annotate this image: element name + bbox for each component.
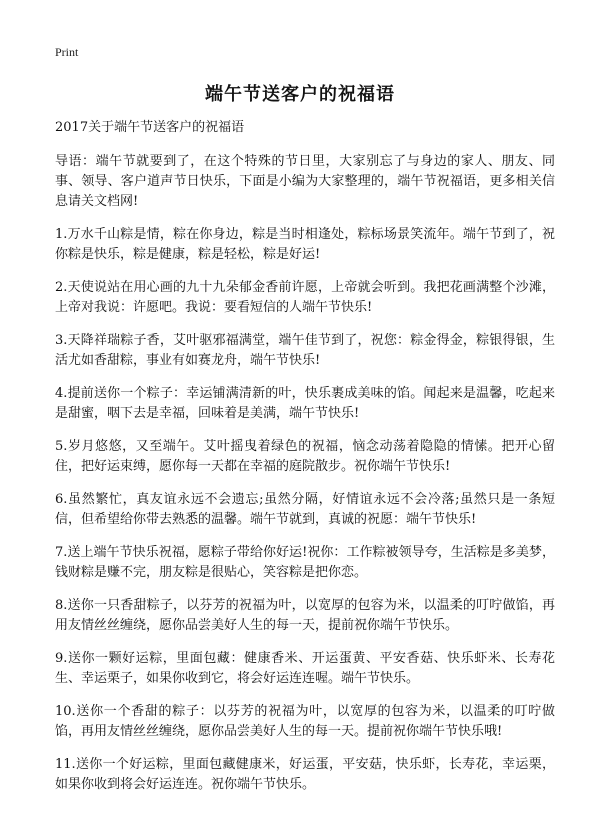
blessing-paragraph: 2.天使说站在用心画的九十九朵郁金香前许愿，上帝就会听到。我把花画满整个沙滩，上帝对我说：许愿吧。我说：要看短信的人端午节快乐! bbox=[55, 280, 555, 315]
document-subtitle: 2017关于端午节送客户的祝福语 bbox=[55, 120, 245, 135]
blessing-paragraph: 6.虽然繁忙，真友谊永远不会遗忘;虽然分隔，好情谊永远不会冷落;虽然只是一条短信，但希望给你带去熟悉的温馨。端午节就到，真诚的祝愿：端午节快乐! bbox=[55, 492, 555, 527]
document-body bbox=[55, 118, 555, 808]
blessing-paragraph: 1.万水千山粽是情，粽在你身边，粽是当时相逢处，粽标场景笑流年。端午节到了，祝你粽是快乐，粽是健康，粽是轻松，粽是好运! bbox=[55, 227, 555, 262]
blessing-paragraph: 9.送你一颗好运粽，里面包藏：健康香米、开运蛋黄、平安香菇、快乐虾米、长寿花生、幸运栗子，如果你收到它，将会好运连连喔。端午节快乐。 bbox=[55, 651, 555, 686]
document-title: 端午节送客户的祝福语 bbox=[205, 84, 395, 105]
blessing-paragraph: 5.岁月悠悠，又至端午。艾叶摇曳着绿色的祝福，恼念动荡着隐隐的情愫。把开心留住，把好运束缚，愿你每一天都在幸福的庭院散步。祝你端午节快乐! bbox=[55, 439, 555, 474]
blessing-paragraph: 8.送你一只香甜粽子，以芬芳的祝福为叶，以宽厚的包容为米，以温柔的叮咛做馅，再用友情丝丝缠绕，愿你品尝美好人生的每一天，提前祝你端午节快乐。 bbox=[55, 598, 555, 633]
print-link[interactable]: Print bbox=[55, 45, 79, 59]
blessing-paragraph: 7.送上端午节快乐祝福，愿粽子带给你好运!祝你：工作粽被领导夸，生活粽是多美梦，钱财粽是赚不完，朋友粽是很贴心，笑容粽是把你恋。 bbox=[55, 545, 555, 580]
blessing-paragraph: 11.送你一个好运粽，里面包藏健康米，好运蛋，平安菇，快乐虾，长寿花，幸运栗，如果你收到将会好运连连。祝你端午节快乐。 bbox=[55, 757, 555, 792]
blessing-paragraph: 4.提前送你一个粽子：幸运铺满清新的叶，快乐裹成美味的馅。闻起来是温馨，吃起来是甜蜜，咽下去是幸福，回味着是美满，端午节快乐! bbox=[55, 386, 555, 421]
blessing-paragraph: 3.天降祥瑞粽子香，艾叶驱邪福满堂，端午佳节到了，祝您：粽金得金，粽银得银，生活尤如香甜粽，事业有如赛龙舟，端午节快乐! bbox=[55, 333, 555, 368]
intro-paragraph: 导语：端午节就要到了，在这个特殊的节日里，大家别忘了与身边的家人、朋友、同事、领导、客户道声节日快乐，下面是小编为大家整理的，端午节祝福语，更多相关信息请关文档网! bbox=[55, 154, 555, 209]
blessing-paragraph: 10.送你一个香甜的粽子：以芬芳的祝福为叶，以宽厚的包容为米，以温柔的叮咛做馅，再用友情丝丝缠绕，愿你品尝美好人生的每一天。提前祝你端午节快乐哦! bbox=[55, 704, 555, 739]
